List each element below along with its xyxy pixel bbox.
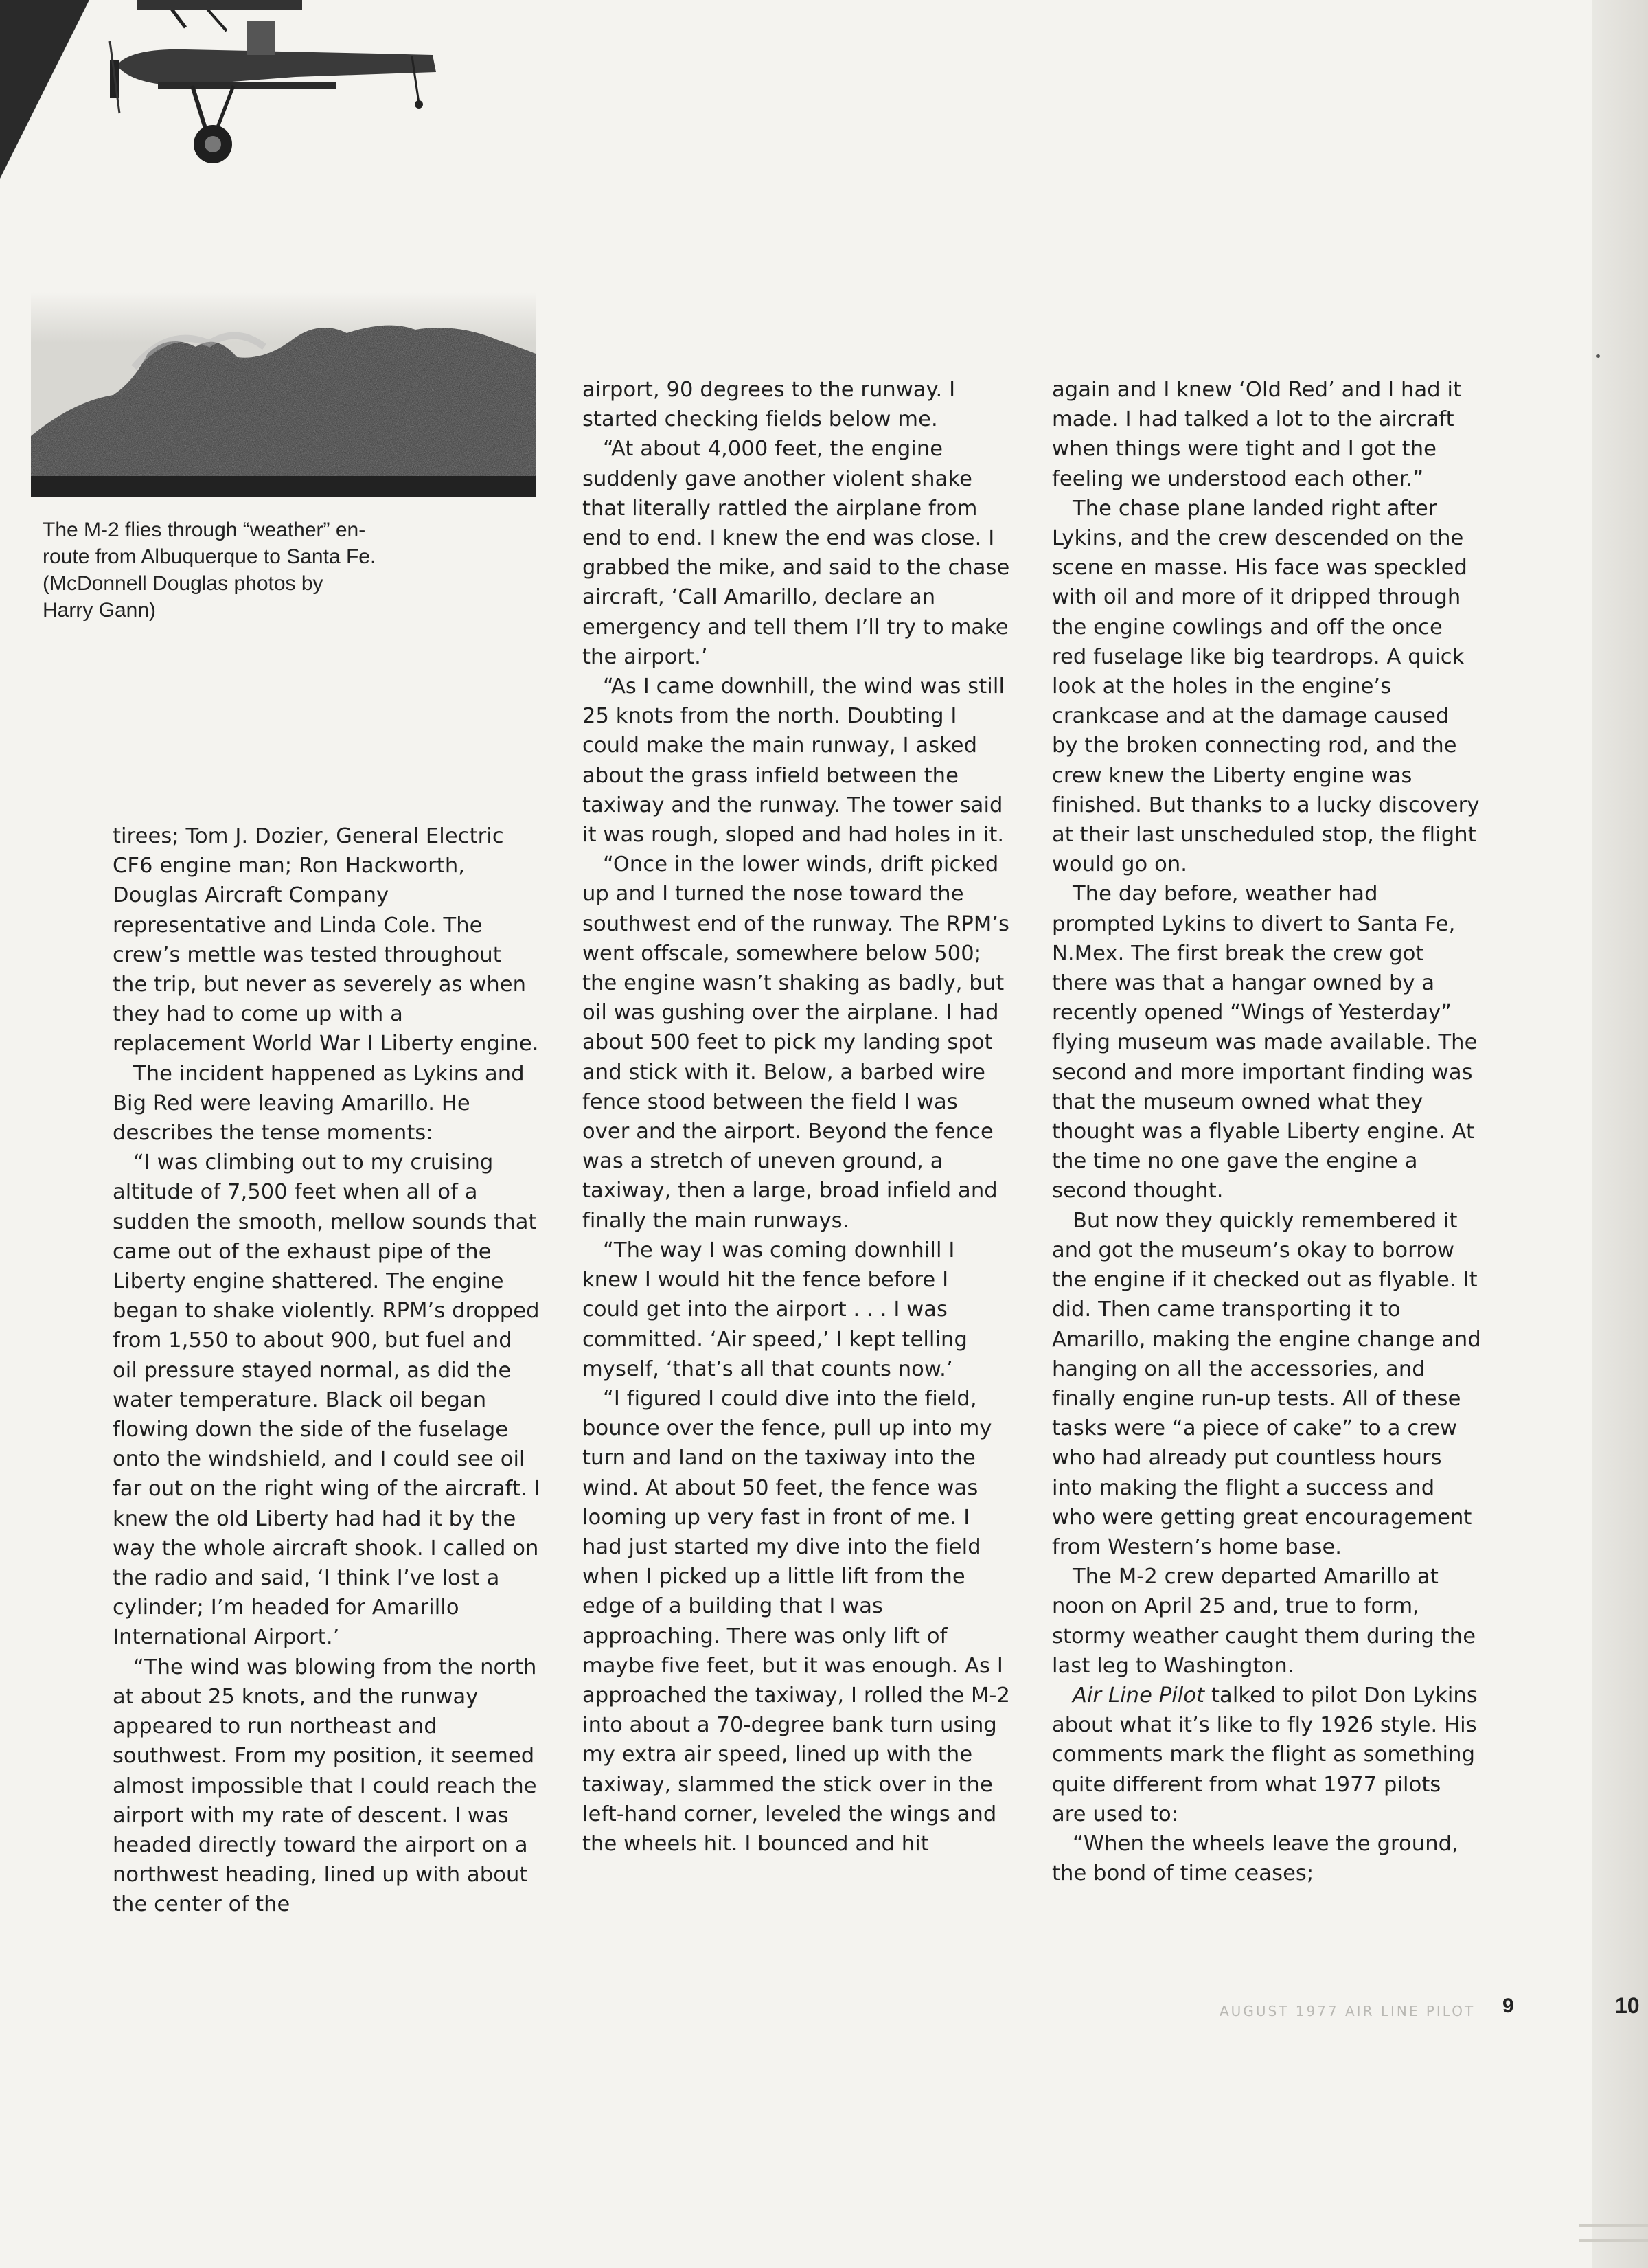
paragraph: The chase plane landed right after Lykins, and the crew descended on the scene en masse. His face was speckled with oil and more of it dripped through the engine cowlings and off the once red fuselage like big teardrops. A quick look at the holes in the engine’s crankcase and at the damage caused by the broken connecting rod, and the crew knew the Liberty engine was finished. But thanks to a lucky discovery at their last unscheduled stop, the flight would go on. xyxy=(1052,496,1480,877)
paragraph: “As I came downhill, the wind was still 25 knots from the north. Doubting I could make the main runway, I asked about the grass infield between the taxiway and the runway. The tower said it was rough, sloped and had holes in it. xyxy=(582,674,1005,848)
paragraph: “Once in the lower winds, drift picked up and I turned the nose toward the southwest end of the runway. The RPM’s went offscale, somewhere below 500; the engine wasn’t shaking as badly, but oil was gushing over the airplane. I had about 500 feet to pick my landing spot and stick with it. Below, a barbed wire fence stood between the field I was over and the airport. Beyond the fence was a stretch of uneven ground, a taxiway, then a large, broad infield and finally the main runways. xyxy=(582,852,1010,1233)
paragraph: again and I knew ‘Old Red’ and I had it made. I had talked a lot to the aircraft when things were tight and I got the feeling we understood each other.” xyxy=(1052,378,1462,491)
publication-title: Air Line Pilot xyxy=(1073,1683,1205,1708)
paragraph: But now they quickly remembered it and got the museum’s okay to borrow the engine if it checked out as flyable. It did. Then came transporting it to Amarillo, making the engine change and hanging on all the accessories, and finally engine run-up tests. All of these tasks were “a piece of cake” to a crew who had already put countless hours into making the flight a success and who were getting great encouragement from Western’s home base. xyxy=(1052,1208,1481,1559)
paragraph xyxy=(1052,1681,1481,1829)
photo-caption: The M-2 flies through “weather” en- route from Albuquerque to Santa Fe. (McDonnell Douglas photos by Harry Gann) xyxy=(43,519,376,622)
paragraph-text: talked to pilot Don Lykins about what it’s like to fly 1926 style. His comments mark the flight as something quite different from what 1977 pilots are used to: xyxy=(1052,1683,1478,1826)
page-stack-edge xyxy=(1579,2239,1648,2242)
paragraph: airport, 90 degrees to the runway. I started checking fields below me. xyxy=(582,378,956,432)
article-column-3 xyxy=(1052,375,1481,1888)
paragraph: “I was climbing out to my cruising altitude of 7,500 feet when all of a sudden the smooth, mellow sounds that came out of the exhaust pipe of the Liberty engine shattered. The engine began to shake violently. RPM’s dropped from 1,550 to about 900, but fuel and oil pressure stayed normal, as did the water temperature. Black oil began flowing down the side of the fuselage onto the windshield, and I could see oil far out on the right wing of the aircraft. I knew the old Liberty had had it by the way the whole aircraft shook. I called on the radio and said, ‘I think I’ve lost a cylinder; I’m headed for Amarillo International Airport.’ xyxy=(113,1150,540,1650)
paragraph: “When the wheels leave the ground, the bond of time ceases; xyxy=(1052,1831,1458,1886)
paragraph: “The wind was blowing from the north at about 25 knots, and the runway appeared to run northeast and southwest. From my position, it seemed almost impossible that I could reach the airport with my rate of descent. I was headed directly toward the airport on a northwest heading, lined up with about the center of the xyxy=(113,1655,537,1917)
paragraph: The M-2 crew departed Amarillo at noon on April 25 and, true to form, stormy weather caught them during the last leg to Washington. xyxy=(1052,1565,1476,1678)
paragraph: “I figured I could dive into the field, bounce over the fence, pull up into my turn and land on the taxiway into the wind. At about 50 feet, the fence was looming up very fast in front of me. I had just started my dive into the field when I picked up a little lift from the edge of a building that I was approaching. There was only lift of maybe five feet, but it was enough. As I approached the taxiway, I rolled the M-2 into about a 70-degree bank turn using my extra air speed, lined up with the taxiway, slammed the stick over in the left-hand corner, leveled the wings and the wheels hit. I bounced and hit xyxy=(582,1386,1011,1856)
folded-corner xyxy=(0,0,89,179)
print-speck xyxy=(1596,354,1600,358)
page-number: 9 xyxy=(1502,1995,1514,2017)
facing-page-edge xyxy=(1592,0,1648,2268)
paragraph: “The way I was coming downhill I knew I would hit the fence before I could get into the airport . . . I was committed. ‘Air speed,’ I kept telling myself, ‘that’s all that counts now.’ xyxy=(582,1238,968,1381)
article-column-2 xyxy=(582,375,1011,1859)
paragraph: tirees; Tom J. Dozier, General Electric CF6 engine man; Ron Hackworth, Douglas Aircraft Company representative and Linda Cole. The crew’s mettle was tested throughout the trip, but never as severely as when they had to come up with a replacement World War I Liberty engine. xyxy=(113,824,539,1056)
paragraph: The incident happened as Lykins and Big Red were leaving Amarillo. He describes the tense moments: xyxy=(113,1061,525,1146)
page-stack-edge xyxy=(1579,2224,1648,2227)
paragraph: “At about 4,000 feet, the engine suddenly gave another violent shake that literally rattled the airplane from end to end. I knew the end was close. I grabbed the mike, and said to the chase aircraft, ‘Call Amarillo, declare an emergency and tell them I’ll try to make the airport.’ xyxy=(582,437,1010,669)
weather-photo xyxy=(31,292,536,497)
paragraph: The day before, weather had prompted Lykins to divert to Santa Fe, N.Mex. The first break the crew got there was that a hangar owned by a recently opened “Wings of Yesterday” flying museum was made available. The second and more important finding was that the museum owned what they thought was a flyable Liberty engine. At the time no one gave the engine a second thought. xyxy=(1052,882,1478,1203)
article-column-1 xyxy=(113,821,542,1920)
running-footer: AUGUST 1977 AIR LINE PILOT xyxy=(1220,2003,1476,2019)
facing-page-number: 10 xyxy=(1615,1993,1640,2018)
biplane-photo xyxy=(89,0,529,179)
